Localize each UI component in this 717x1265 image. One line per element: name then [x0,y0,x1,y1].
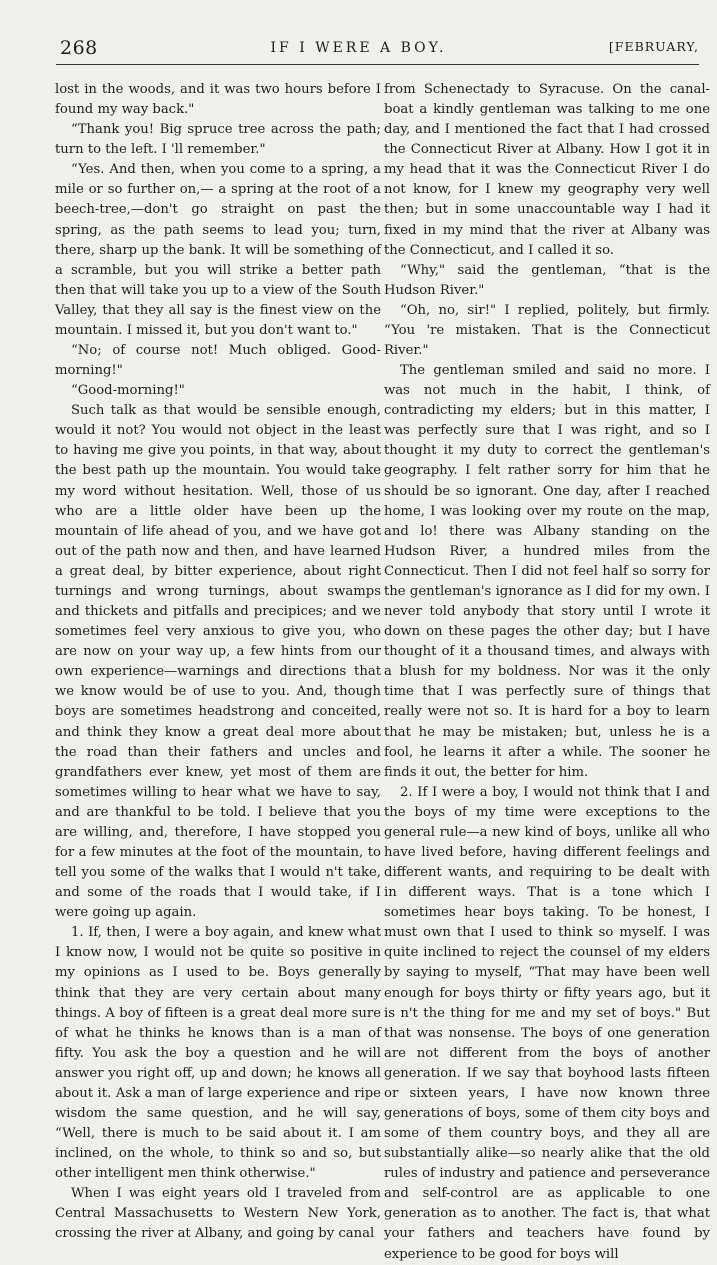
paragraph: The gentleman smiled and said no more. I was not much in the habit, I think, of contradicting my elders; but in this matter, I was perfectly sure that I was right, and so I thought it my duty to correct the gentleman's geography. I felt rather sorry for him that he should be so ignorant. One day, after I reached home, I was looking over my route on the map, and lo! there was Albany standing on the Hudson River, a hundred miles from the Connecticut. Then I did not feel half so sorry for the gentleman's ignorance as I did for my own. I never told anybody that story until I wrote it down on these pages the other day; but I have thought of it a thousand times, and always with a blush for my boldness. Nor was it the only time that I was perfectly sure of things that really were not so. It is hard for a boy to learn that he may be mistaken; but, unless he is a fool, he learns it after a while. The sooner he finds it out, the better for him. [384,363,710,780]
paragraph: lost in the woods, and it was two hours before I found my way back." [55,82,381,118]
paragraph: 2. If I were a boy, I would not think that I and the boys of my time were exceptions to the general rule—a new kind of boys, unlike all who have lived before, having different feelings and different wants, and requiring to be dealt with in different ways. That is a tone which I sometimes hear boys taking. To be honest, I must own that I used to think so myself. I was quite inclined to reject the counsel of my elders by saying to myself, “That may have been well enough for boys thirty or fifty years ago, but it is n't the thing for me and my set of boys." But that was nonsense. The boys of one generation are not different from the boys of another generation. If we say that boyhood lasts fifteen or sixteen years, I have now known three generations of boys, some of them city boys and some of them country boys, and they all are substantially alike—so nearly alike that the old rules of industry and patience and perseverance and self-control are as applicable to one generation as to another. The fact is, that what your fathers and teachers have found by experience to be good for boys will [384,784,710,1262]
paragraph: “Thank you! Big spruce tree across the path; turn to the left. I 'll remember." [55,122,381,158]
left-column [55,80,381,1245]
paragraph: from Schenectady to Syracuse. On the canal-boat a kindly gentleman was talking to me one day, and I mentioned the fact that I had crossed the Connecticut River at Albany. How I got it in my head that it was the Connecticut River I do not know, for I knew my geography very well then; but in some unaccountable way I had it fixed in my mind that the river at Albany was the Connecticut, and I called it so. [384,82,710,258]
paragraph: “Good-morning!" [71,383,185,399]
page-number: 268 [60,37,98,59]
paragraph: “Yes. And then, when you come to a spring, a mile or so further on,— a spring at the root of a beech-tree,—don't go straight on past the spring, as the path seems to lead you; turn, there, sharp up the bank. It will be something of a scramble, but you will strike a better path then that will take you up to a view of the South Valley, that they all say is the finest view on the mountain. I missed it, but you don't want to." [55,162,381,338]
right-column [384,80,710,1265]
header-rule [56,64,699,65]
running-month: [FEBRUARY, [608,39,699,54]
paragraph: 1. If, then, I were a boy again, and knew what I know now, I would not be quite so positive in my opinions as I used to be. Boys generally think that they are very certain about many things. A boy of fifteen is a great deal more sure of what he thinks he knows than is a man of fifty. You ask the boy a question and he will answer you right off, up and down; he knows all about it. Ask a man of large experience and ripe wisdom the same question, and he will say, “Well, there is much to be said about it. I am inclined, on the whole, to think so and so, but other intelligent men think otherwise." [55,925,381,1182]
running-title: IF I WERE A BOY. [270,40,447,56]
paragraph: “No; of course not! Much obliged. Good-morning!" [55,343,381,379]
paragraph: When I was eight years old I traveled from Central Massachusetts to Western New York, crossing the river at Albany, and going by canal [55,1186,381,1242]
paragraph: Such talk as that would be sensible enough, would it not? You would not object in the least to having me give you points, in that way, about the best path up the mountain. You would take my word without hesitation. Well, those of us who are a little older have been up the mountain of life ahead of you, and we have got out of the path now and then, and have learned a great deal, by bitter experience, about right turnings and wrong turnings, about swamps and thickets and pitfalls and precipices; and we sometimes feel very anxious to give you, who are now on your way up, a few hints from our own experience—warnings and directions that we know would be of use to you. And, though boys are sometimes headstrong and conceited, and think they know a great deal more about the road than their fathers and uncles and grandfathers ever knew, yet most of them are sometimes willing to hear what we have to say, and are thankful to be told. I believe that you are willing, and, therefore, I have stopped you for a few minutes at the foot of the mountain, to tell you some of the walks that I would n't take, and some of the roads that I would take, if I were going up again. [55,403,381,921]
paragraph: “Why," said the gentleman, “that is the Hudson River." [384,262,710,298]
paragraph: “Oh, no, sir!" I replied, politely, but firmly. “You 're mistaken. That is the Connecticut River." [384,302,710,359]
